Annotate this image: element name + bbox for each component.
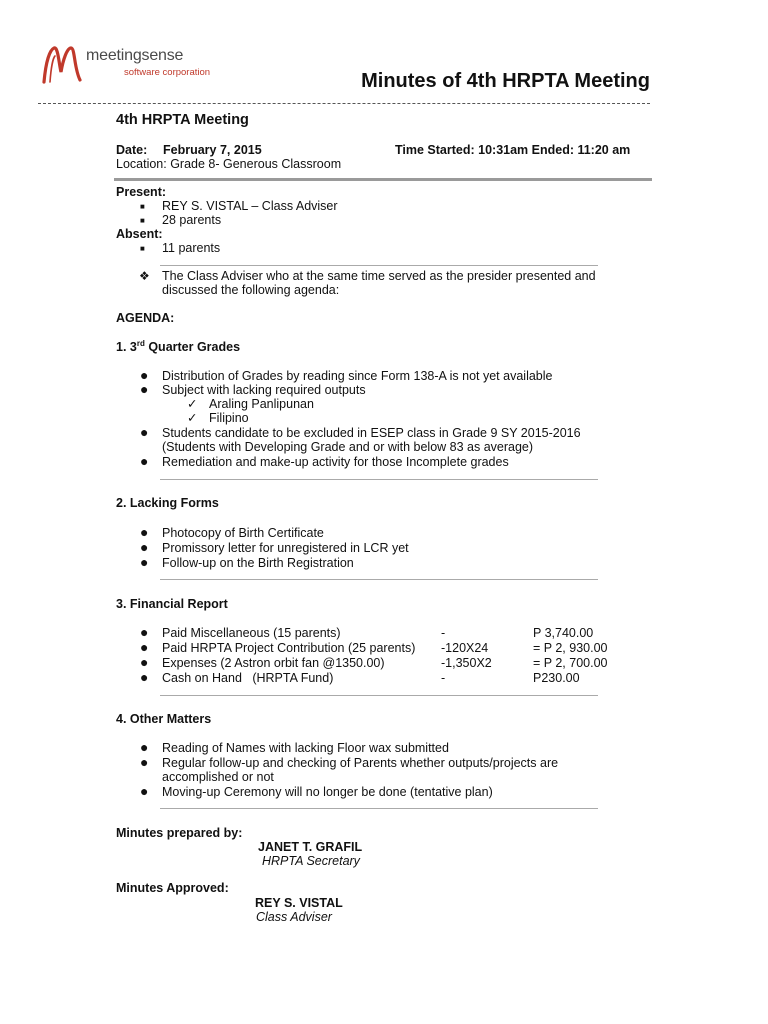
bullet-icon: ● [140, 381, 149, 397]
check-icon: ✓ [187, 397, 198, 411]
square-bullet-icon: ■ [140, 244, 145, 253]
bullet-icon: ● [140, 524, 149, 540]
list-item: Reading of Names with lacking Floor wax submitted [162, 741, 449, 755]
section-divider [114, 178, 652, 181]
section-title-grades: 1. 3rd Quarter Grades [116, 339, 241, 355]
logo-tagline: software corporation [124, 67, 211, 78]
financial-calc: -120X24 [441, 641, 489, 655]
financial-amount: = P 2, 930.00 [533, 641, 608, 655]
section-title-financial: 3. Financial Report [116, 597, 228, 611]
square-bullet-icon: ■ [140, 202, 145, 211]
date-value: February 7, 2015 [163, 143, 262, 157]
section-title-other: 4. Other Matters [116, 712, 212, 726]
company-logo [40, 42, 240, 92]
bullet-icon: ● [140, 624, 149, 640]
bullet-icon: ● [140, 654, 149, 670]
list-item: Moving-up Ceremony will no longer be done (tentative plan) [162, 785, 493, 799]
bullet-icon: ● [140, 424, 149, 440]
logo-mark-icon [40, 42, 86, 88]
prepared-by-role: HRPTA Secretary [262, 854, 360, 868]
sub-list-item: Araling Panlipunan [209, 397, 314, 411]
bullet-icon: ● [140, 554, 149, 570]
time-info: Time Started: 10:31am Ended: 11:20 am [395, 143, 631, 157]
list-item: Distribution of Grades by reading since Form 138-A is not yet available [162, 369, 553, 383]
bullet-icon: ● [140, 639, 149, 655]
list-item: Photocopy of Birth Certificate [162, 526, 324, 540]
date-label: Date: [116, 143, 148, 157]
sub-list-item: Filipino [209, 411, 249, 425]
list-item-continuation: accomplished or not [162, 770, 274, 784]
financial-desc: Paid HRPTA Project Contribution (25 parents) [162, 641, 416, 655]
list-item: Subject with lacking required outputs [162, 383, 366, 397]
absent-label: Absent: [116, 227, 163, 241]
divider [160, 695, 598, 696]
financial-calc: - [441, 671, 446, 685]
prepared-by-label: Minutes prepared by: [116, 826, 243, 840]
square-bullet-icon: ■ [140, 216, 145, 225]
present-label: Present: [116, 185, 167, 199]
bullet-icon: ● [140, 783, 149, 799]
present-item: REY S. VISTAL – Class Adviser [162, 199, 338, 213]
agenda-label: AGENDA: [116, 311, 175, 325]
approved-by-role: Class Adviser [256, 910, 332, 924]
divider [160, 265, 598, 266]
divider [160, 579, 598, 580]
diamond-bullet-icon: ❖ [139, 269, 150, 283]
bullet-icon: ● [140, 669, 149, 685]
bullet-icon: ● [140, 453, 149, 469]
bullet-icon: ● [140, 739, 149, 755]
financial-amount: P230.00 [533, 671, 580, 685]
prepared-by-name: JANET T. GRAFIL [258, 840, 363, 854]
financial-calc: - [441, 626, 446, 640]
divider [160, 808, 598, 809]
bullet-icon: ● [140, 539, 149, 555]
financial-desc: Expenses (2 Astron orbit fan @1350.00) [162, 656, 385, 670]
list-item: Promissory letter for unregistered in LCR yet [162, 541, 409, 555]
financial-desc: Paid Miscellaneous (15 parents) [162, 626, 341, 640]
list-item: Students candidate to be excluded in ESEP class in Grade 9 SY 2015-2016 [162, 426, 581, 440]
present-item: 28 parents [162, 213, 222, 227]
financial-amount: P 3,740.00 [533, 626, 594, 640]
absent-item: 11 parents [162, 241, 221, 255]
section-title-forms: 2. Lacking Forms [116, 496, 219, 510]
approved-by-label: Minutes Approved: [116, 881, 229, 895]
divider [160, 479, 598, 480]
logo-wordmark: meetingsense [86, 47, 184, 64]
location-info: Location: Grade 8- Generous Classroom [116, 157, 342, 171]
bullet-icon: ● [140, 367, 149, 383]
intro-line: The Class Adviser who at the same time served as the presider presented and [162, 269, 596, 283]
list-item: Follow-up on the Birth Registration [162, 556, 354, 570]
document-title: Minutes of 4th HRPTA Meeting [361, 70, 650, 92]
check-icon: ✓ [187, 411, 198, 425]
financial-desc: Cash on Hand (HRPTA Fund) [162, 671, 334, 685]
header-divider [38, 103, 650, 104]
financial-amount: = P 2, 700.00 [533, 656, 608, 670]
approved-by-name: REY S. VISTAL [255, 896, 343, 910]
list-item: Regular follow-up and checking of Parents whether outputs/projects are [162, 756, 559, 770]
financial-calc: -1,350X2 [441, 656, 492, 670]
list-item-continuation: (Students with Developing Grade and or with below 83 as average) [162, 440, 534, 454]
bullet-icon: ● [140, 754, 149, 770]
intro-line: discussed the following agenda: [162, 283, 340, 297]
meeting-heading: 4th HRPTA Meeting [116, 112, 249, 128]
list-item: Remediation and make-up activity for those Incomplete grades [162, 455, 509, 469]
